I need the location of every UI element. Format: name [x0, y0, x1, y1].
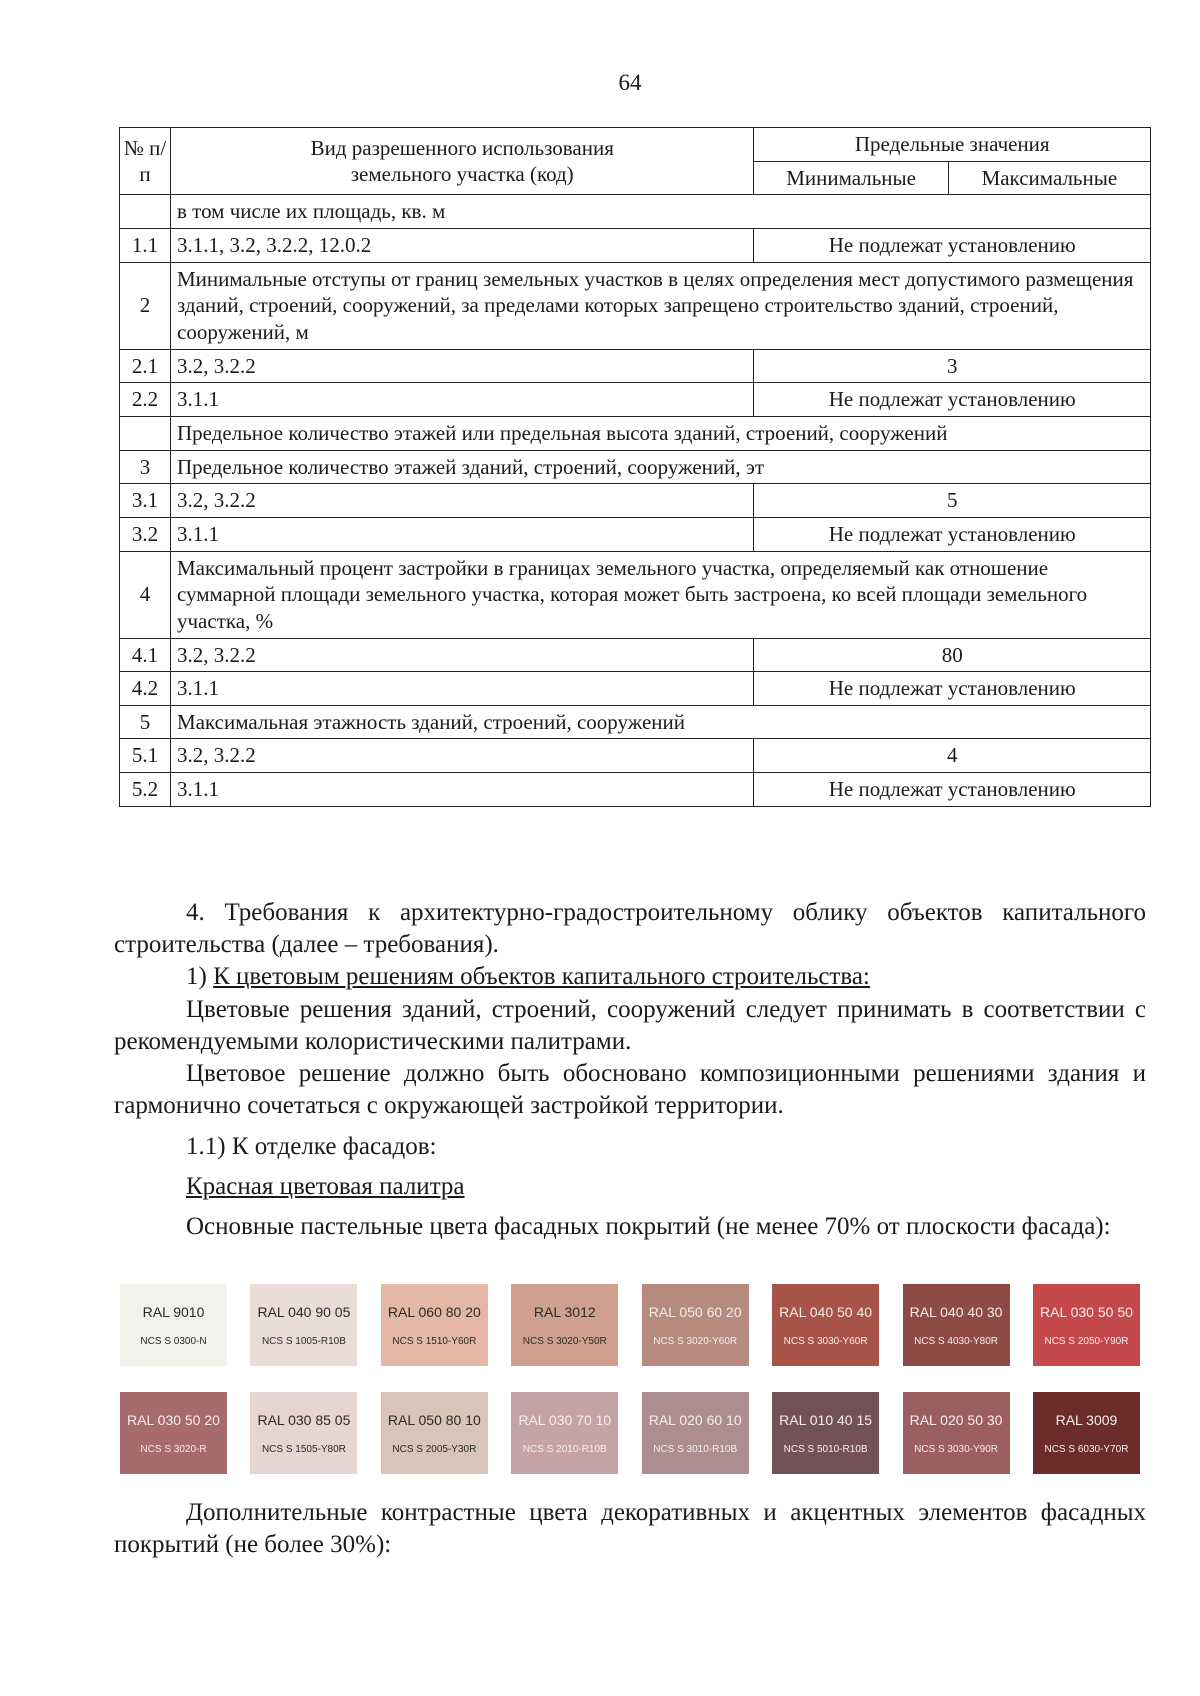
table-row: [120, 349, 1151, 383]
swatch-ncs-code: NCS S 4030-Y80R: [914, 1335, 998, 1347]
swatch-ral-code: RAL 020 50 30: [909, 1411, 1003, 1428]
row-limit-value: 80: [754, 638, 1151, 672]
swatch-ncs-code: NCS S 3030-Y90R: [914, 1443, 998, 1455]
row-limit-value: 5: [754, 484, 1151, 518]
paragraph-requirements: 4. Требования к архитектурно-градостроительному облику объектов капитального строительства (далее – требования).: [114, 899, 1146, 958]
table-row: [120, 638, 1151, 672]
row-usage-text: Максимальный процент застройки в границах земельного участка, определяемый как отношение суммарной площади земельного участка, которая может быть застроена, ко всей площади земельного участка, %: [171, 551, 1151, 638]
table-row: [120, 416, 1151, 450]
row-usage-text: Максимальная этажность зданий, строений, сооружений: [171, 705, 1151, 739]
swatch-ral-code: RAL 040 90 05: [257, 1303, 351, 1320]
row-number: 5.2: [120, 773, 171, 807]
paragraph-color-palettes: Цветовые решения зданий, строений, сооружений следует принимать в соответствии с рекомендуемыми колористическими палитрами.: [114, 996, 1146, 1055]
color-swatch: [903, 1284, 1010, 1366]
swatch-ncs-code: NCS S 6030-Y70R: [1044, 1443, 1129, 1455]
color-swatch: [1033, 1392, 1140, 1474]
header-max: Максимальные: [948, 161, 1150, 195]
swatch-ncs-code: NCS S 2050-Y90R: [1044, 1335, 1129, 1347]
row-number: 3: [120, 450, 171, 484]
row-limit-value: Не подлежат установлению: [754, 383, 1151, 417]
table-body: [120, 195, 1151, 806]
color-swatch: [120, 1392, 227, 1474]
swatch-ncs-code: NCS S 5010-R10B: [783, 1443, 868, 1455]
table-row: [120, 484, 1151, 518]
row-number: 4: [120, 551, 171, 638]
zoning-limits-table: [119, 127, 1151, 807]
color-swatch: [903, 1392, 1010, 1474]
table-row: [120, 672, 1151, 706]
page-number: 64: [618, 70, 642, 95]
swatch-ral-code: RAL 050 60 20: [648, 1303, 742, 1320]
row-number: 3.1: [120, 484, 171, 518]
swatch-ral-code: RAL 040 50 40: [779, 1303, 873, 1320]
swatch-ncs-code: NCS S 2010-R10B: [522, 1443, 607, 1455]
row-number: 5: [120, 705, 171, 739]
swatch-ral-code: RAL 030 50 50: [1040, 1303, 1133, 1320]
swatch-row-2: [120, 1392, 1140, 1474]
row-number: 1.1: [120, 228, 171, 262]
swatch-row-1: [120, 1284, 1140, 1366]
paragraph-accent-colors: Дополнительные контрастные цвета декоративных и акцентных элементов фасадных покрытий (не более 30%):: [114, 1499, 1146, 1558]
row-usage-text: 3.2, 3.2.2: [171, 349, 754, 383]
row-usage-text: 3.2, 3.2.2: [171, 638, 754, 672]
swatch-ncs-code: NCS S 3030-Y60R: [783, 1335, 868, 1347]
swatch-ral-code: RAL 3009: [1055, 1411, 1118, 1428]
color-swatch: [1033, 1284, 1140, 1366]
swatch-ral-code: RAL 040 40 30: [909, 1303, 1003, 1320]
color-swatch: [250, 1284, 357, 1366]
row-limit-value: Не подлежат установлению: [754, 517, 1151, 551]
red-palette-heading: Красная цветовая палитра: [186, 1173, 465, 1200]
color-swatch: [642, 1392, 749, 1474]
color-swatch: [642, 1284, 749, 1366]
row-usage-text: 3.1.1: [171, 672, 754, 706]
swatch-ral-code: RAL 050 80 10: [387, 1411, 481, 1428]
row-usage-text: 3.1.1: [171, 773, 754, 807]
table-header-row: [120, 128, 1151, 162]
color-solutions-heading: К цветовым решениям объектов капитального строительства:: [213, 963, 870, 990]
row-number: [120, 195, 171, 229]
row-number: 2.2: [120, 383, 171, 417]
swatch-ral-code: RAL 010 40 15: [779, 1411, 873, 1428]
swatch-ncs-code: NCS S 1505-Y80R: [261, 1443, 346, 1455]
color-swatch: [511, 1392, 618, 1474]
table-row: [120, 517, 1151, 551]
header-num: № п/п: [120, 128, 171, 195]
swatch-ncs-code: NCS S 2005-Y30R: [392, 1443, 477, 1455]
color-swatch: [381, 1284, 488, 1366]
row-number: 2.1: [120, 349, 171, 383]
row-number: 4.1: [120, 638, 171, 672]
row-limit-value: Не подлежат установлению: [754, 773, 1151, 807]
table-row: [120, 195, 1151, 229]
swatch-ncs-code: NCS S 3020-Y60R: [653, 1335, 738, 1347]
row-usage-text: Минимальные отступы от границ земельных участков в целях определения мест допустимого размещения зданий, строений, сооружений, за пределами которых запрещено строительство зданий, строений, сооружений, м: [171, 262, 1151, 349]
row-number: [120, 416, 171, 450]
row-limit-value: 3: [754, 349, 1151, 383]
table-row: [120, 551, 1151, 638]
row-usage-text: 3.1.1: [171, 383, 754, 417]
row-limit-value: 4: [754, 739, 1151, 773]
row-usage-text: 3.1.1, 3.2, 3.2.2, 12.0.2: [171, 228, 754, 262]
swatch-ncs-code: NCS S 3020-R: [140, 1443, 207, 1455]
list-number: 1): [186, 963, 207, 990]
swatch-ral-code: RAL 030 85 05: [257, 1411, 351, 1428]
color-swatch: [250, 1392, 357, 1474]
swatch-ncs-code: NCS S 0300-N: [140, 1335, 207, 1347]
paragraph-facade-finishing: 1.1) К отделке фасадов:: [186, 1133, 437, 1160]
row-usage-text: Предельное количество этажей зданий, строений, сооружений, эт: [171, 450, 1151, 484]
table-row: [120, 739, 1151, 773]
row-limit-value: Не подлежат установлению: [754, 228, 1151, 262]
row-usage-text: 3.2, 3.2.2: [171, 739, 754, 773]
swatch-ncs-code: NCS S 1005-R10B: [261, 1335, 346, 1347]
row-usage-text: 3.1.1: [171, 517, 754, 551]
swatch-ral-code: RAL 030 50 20: [127, 1411, 220, 1428]
paragraph-main-colors: Основные пастельные цвета фасадных покрытий (не менее 70% от плоскости фасада):: [186, 1213, 1111, 1240]
color-swatch: [381, 1392, 488, 1474]
paragraph-color-solutions-heading: [114, 961, 1146, 993]
row-usage-text: Предельное количество этажей или предельная высота зданий, строений, сооружений: [171, 416, 1151, 450]
row-usage-text: в том числе их площадь, кв. м: [171, 195, 1151, 229]
swatch-ncs-code: NCS S 3020-Y50R: [522, 1335, 607, 1347]
color-swatch: [511, 1284, 618, 1366]
header-usage-type: Вид разрешенного использования земельного участка (код): [171, 128, 754, 195]
row-number: 5.1: [120, 739, 171, 773]
row-number: 3.2: [120, 517, 171, 551]
table-row: [120, 450, 1151, 484]
row-limit-value: Не подлежат установлению: [754, 672, 1151, 706]
swatch-ral-code: RAL 030 70 10: [518, 1411, 612, 1428]
swatch-ncs-code: NCS S 3010-R10B: [653, 1443, 738, 1455]
header-limits: Предельные значения: [754, 128, 1151, 162]
swatch-ral-code: RAL 060 80 20: [387, 1303, 481, 1320]
row-number: 4.2: [120, 672, 171, 706]
color-swatch: [120, 1284, 227, 1366]
table-row: [120, 228, 1151, 262]
header-min: Минимальные: [754, 161, 948, 195]
swatch-ral-code: RAL 3012: [533, 1303, 596, 1320]
paragraph-color-justification: Цветовое решение должно быть обосновано композиционными решениями здания и гармонично сочетаться с окружающей застройкой территории.: [114, 1060, 1146, 1119]
swatch-ral-code: RAL 020 60 10: [648, 1411, 742, 1428]
swatch-ral-code: RAL 9010: [142, 1303, 205, 1320]
swatch-ncs-code: NCS S 1510-Y60R: [392, 1335, 477, 1347]
table-row: [120, 262, 1151, 349]
row-number: 2: [120, 262, 171, 349]
row-usage-text: 3.2, 3.2.2: [171, 484, 754, 518]
table-row: [120, 383, 1151, 417]
table-row: [120, 705, 1151, 739]
color-swatch: [772, 1284, 879, 1366]
table-row: [120, 773, 1151, 807]
color-swatch: [772, 1392, 879, 1474]
